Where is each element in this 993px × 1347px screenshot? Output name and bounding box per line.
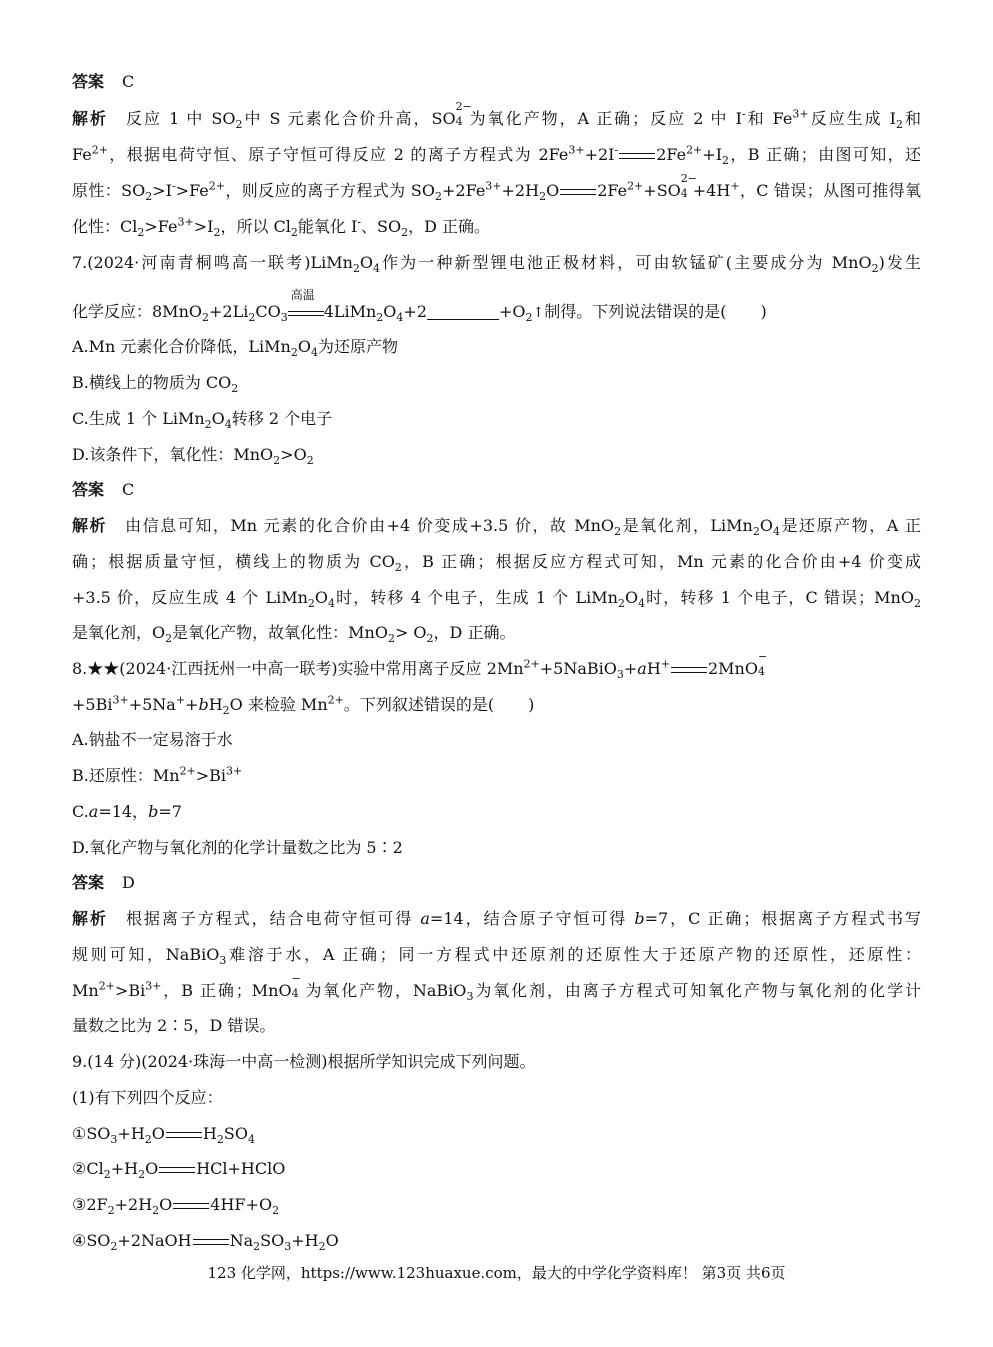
q7-option-d: D.该条件下，氧化性：$MnO_2>O_2$ [72,445,314,468]
q7-analysis-line-2: 确；根据质量守恒，横线上的物质为 $CO_2$，B 正确；根据反应方程式可知，Mn 元素的化合价由+4 价变成 [72,552,921,575]
q9-reaction-2: $②Cl_2+H_2O$ HCl+HClO [72,1159,286,1182]
q8-analysis-line-4: 量数之比为 2∶5，D 错误。 [72,1016,276,1035]
fill-in-blank [427,301,499,320]
q9-reaction-4: $④SO_2+2NaOH$ $Na_2SO_3+H_2O$ [72,1231,339,1254]
equals-sign [173,1203,209,1209]
q6-analysis-line-4: 化性：$Cl_2>Fe^{3+}>I_2$，所以 $Cl_2$能氧化 I-、$SO_2$，D 正确。 [72,215,491,240]
q6-analysis-line-2: $Fe^{2+}$，根据电荷守恒、原子守恒可得反应 2 的离子方程式为 $2Fe^{3+}+2I^-$ $2Fe^{2+}+I_2$，B 正确；由图可知，还 [72,143,921,168]
answer-label: 答案 [72,72,105,91]
q9-sub-question-1: (1)有下列四个反应： [72,1088,223,1107]
equals-sign [159,1167,195,1173]
q6-analysis-line-3: 原性：$SO_2>I^->Fe^{2+}$，则反应的离子方程式为 $SO_2+2Fe^{3+}+2H_2O$ $2Fe^{2+}+SO$ 2− 4 +4H+，C 错误；从图可推得氧 [72,172,921,204]
q7-option-a: A.Mn 元素化合价降低，$LiMn_2O_4$为还原产物 [72,337,398,360]
q8-stem-line-1: 8.★★(2024·江西抚州一中高一联考)实验中常用离子反应 $2Mn^{2+}+5NaBiO_3+aH^+$ 2MnO − 4 [72,650,768,682]
q7-stem-line-1: 7.(2024·河南青桐鸣高一联考)$LiMn_2O_4$作为一种新型锂电池正极材料，可由软锰矿(主要成分为 MnO$_2$)发生 [72,253,921,276]
q8-answer-line [72,865,921,901]
q6-analysis-line-1: 解析 反应 1 中 $SO_2$中 S 元素化合价升高，SO 2− 4 为氧化产物，A 正确；反应 2 中 I-和 $Fe^{3+}$反应生成 $I_2$和 [72,100,921,132]
reaction-condition: 高温 [288,302,324,324]
q8-option-a: A.钠盐不一定易溶于水 [72,730,233,749]
q7-stem-line-2: 化学反应：$8MnO_2+2Li_2CO_3$ 高温 $4LiMn_2O_4+2$ $+O_2↑$制得。下列说法错误的是( ) [72,287,767,325]
answer-label: 答案 [72,873,105,892]
q7-option-c: C.生成 1 个 $LiMn_2O_4$转移 2 个电子 [72,409,333,432]
equals-sign [166,1132,202,1138]
q8-analysis-line-2: 规则可知，NaBiO$_3$难溶于水，A 正确；同一方程式中还原剂的还原性大于还原产物的还原性，还原性： [72,945,921,968]
equals-sign [193,1239,229,1245]
q7-analysis-line-3: +3.5 价，反应生成 4 个 $LiMn_2O_4$时，转移 4 个电子，生成 1 个 $LiMn_2O_4$时，转移 1 个电子，C 错误；MnO$_2$ [72,588,921,611]
equals-sign [619,153,655,159]
q9-stem: 9.(14 分)(2024·珠海一中高一检测)根据所学知识完成下列问题。 [72,1052,536,1071]
q7-option-b: B.横线上的物质为 $CO_2$ [72,373,239,396]
answer-label: 答案 [72,480,105,499]
up-arrow-icon: ↑ [532,305,545,321]
q8-option-b: B.还原性：$Mn^{2+}>Bi^{3+}$ [72,764,243,785]
analysis-label: 解析 [72,109,108,128]
q8-analysis-line-3: $Mn^{2+}>Bi^{3+}$，B 正确；MnO − 4 为氧化产物，NaBiO$_3$为氧化剂，由离子方程式可知氧化产物与氧化剂的化学计 [72,972,921,1004]
q6-answer: C [122,72,135,91]
q7-analysis-line-4: 是氧化剂，$O_2$是氧化产物，故氧化性：$MnO_2> O_2$，D 正确。 [72,623,516,646]
q8-answer: D [122,873,135,892]
q7-answer-line [72,472,921,508]
equals-sign [560,189,596,195]
q8-option-d: D.氧化产物与氧化剂的化学计量数之比为 5∶2 [72,838,403,857]
analysis-label: 解析 [72,516,108,535]
q8-analysis-line-1: 解析 根据离子方程式，结合电荷守恒可得 a=14，结合原子守恒可得 b=7，C 正确；根据离子方程式书写 [72,909,921,928]
page-footer: 123 化学网，https://www.123huaxue.com，最大的中学化学资料库！ 第3页 共6页 [207,1264,786,1282]
q7-analysis-line-1: 解析 由信息可知，Mn 元素的化合价由+4 价变成+3.5 价，故 MnO$_2$是氧化剂，$LiMn_2O_4$是还原产物，A 正 [72,516,921,539]
analysis-label: 解析 [72,909,108,928]
equals-sign [671,667,707,673]
q8-stem-line-2: $+5Bi^{3+}+5Na^++bH_2O$ 来检验 $Mn^{2+}$。下列叙述错误的是( ) [72,693,535,718]
q6-answer-line [72,64,921,100]
q7-answer: C [122,480,135,499]
q9-reaction-1: $①SO_3+H_2O$ $H_2SO_4$ [72,1124,255,1147]
q9-reaction-3: $③2F_2+2H_2O$ $4HF+O_2$ [72,1195,280,1218]
q8-option-c: C.a=14，b=7 [72,802,182,821]
